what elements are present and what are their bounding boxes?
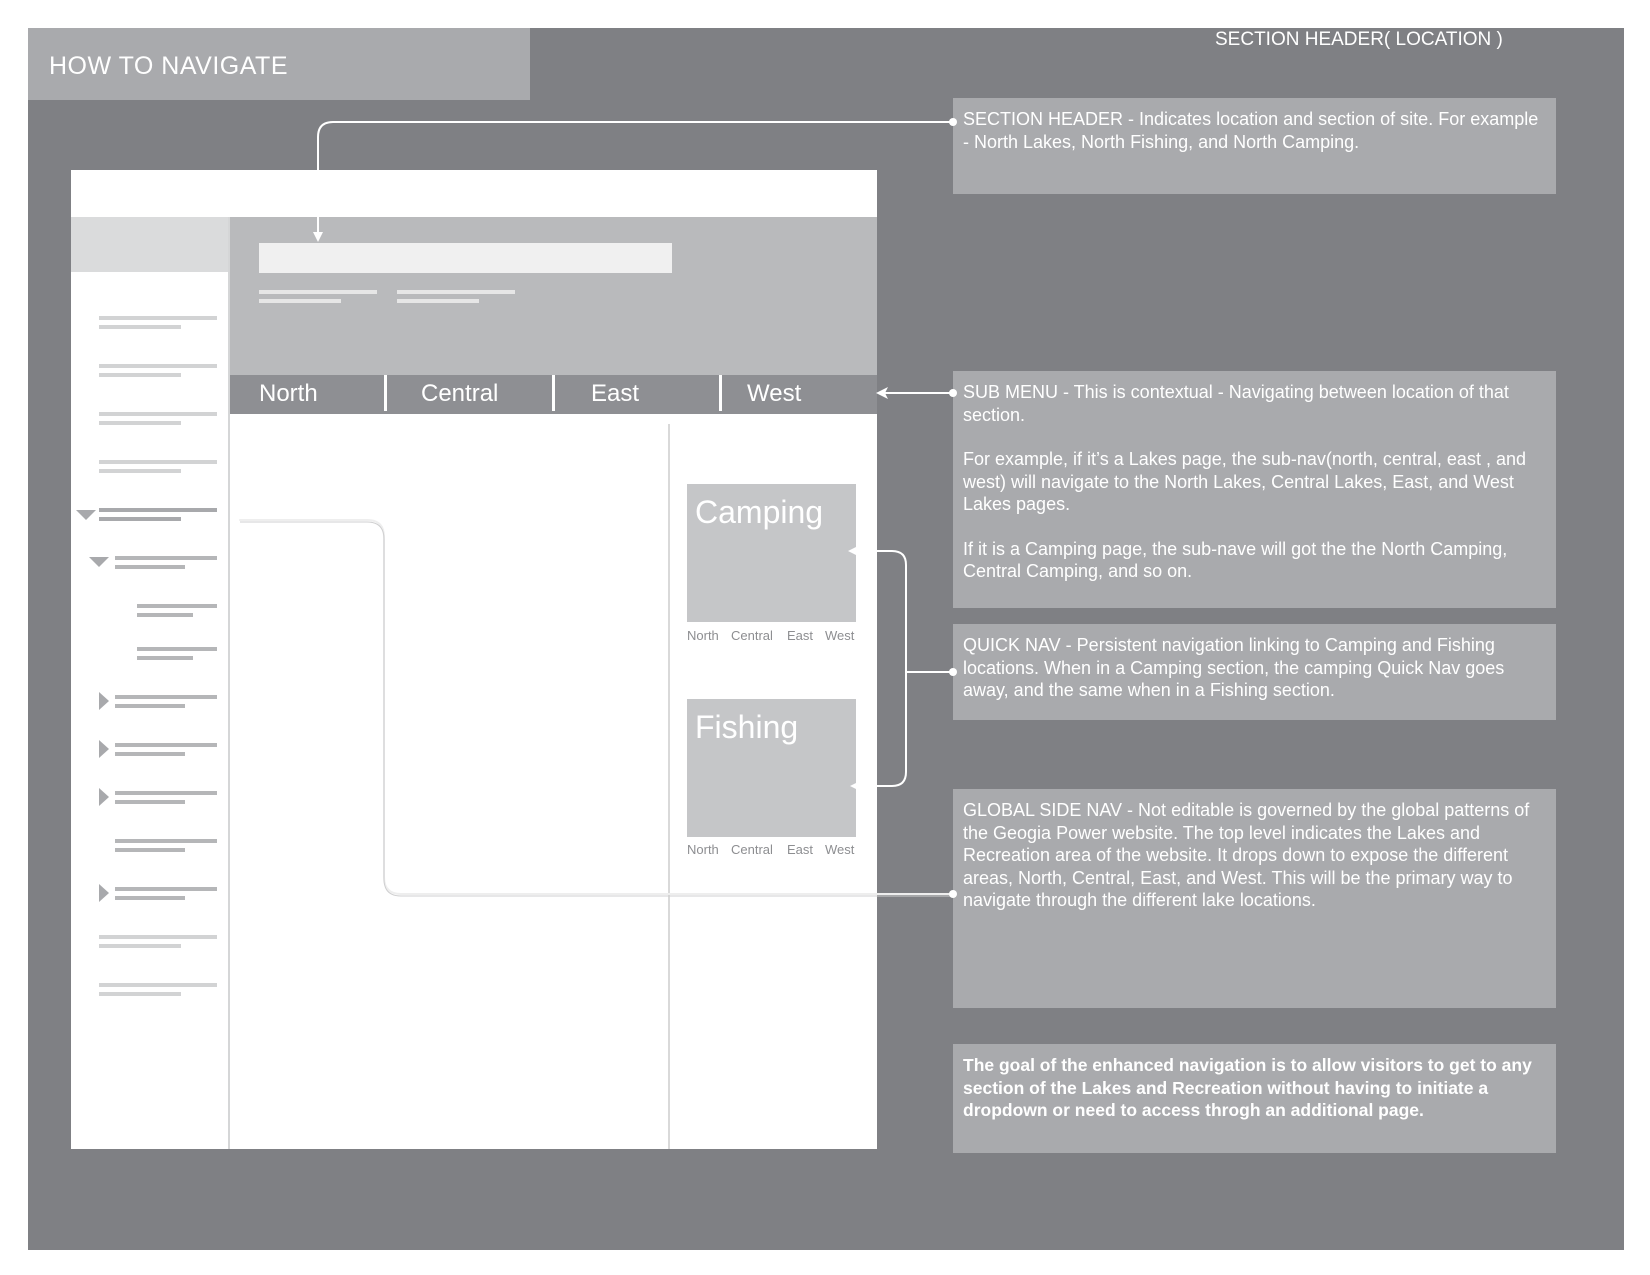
subnav-item-central[interactable]: Central (421, 380, 499, 407)
quick-nav-link-east[interactable]: East (787, 628, 814, 643)
quick-nav-title: Fishing (695, 709, 799, 745)
quick-nav-link-west[interactable]: West (825, 842, 855, 857)
connector-dot (949, 890, 957, 898)
note-text: If it is a Camping page, the sub-nave will got the the North Camping, Central Camping, and so on. (963, 538, 1508, 581)
note-text: GLOBAL SIDE NAV - Not editable is governed by the global patterns of the Geogia Power website. The top level indicates the Lakes and Recreation area of the website. It drops down to expose the different areas, North, Central, East, and West. This will be the primary way to navigate through the different lake locations. (963, 800, 1530, 910)
page-title: HOW TO NAVIGATE (49, 52, 289, 80)
note-text: The goal of the enhanced navigation is to allow visitors to get to any section of the Lakes and Recreation without having to initiate a dropdown or need to access throgh an additional page. (963, 1055, 1532, 1120)
note-text: For example, if it’s a Lakes page, the sub-nav(north, central, east , and west) will navigate to the North Lakes, Central Lakes, East, and West Lakes pages. (963, 449, 1526, 514)
note-text: QUICK NAV - Persistent navigation linking to Camping and Fishing locations. When in a Camping section, the camping Quick Nav goes away, and the same when in a Fishing section. (963, 635, 1505, 700)
quick-nav-link-central[interactable]: Central (731, 628, 773, 643)
note-text: SECTION HEADER - Indicates location and section of site. For example - North Lakes, North Fishing, and North Camping. (963, 109, 1539, 152)
quick-nav-link-north[interactable]: North (687, 628, 719, 643)
top-caption: SECTION HEADER( LOCATION ) (1215, 29, 1503, 50)
quick-nav-connector-upper (850, 551, 906, 672)
note-text: SUB MENU - This is contextual - Navigating between location of that section. (963, 382, 1509, 425)
connector-dot (949, 118, 957, 126)
section-header-connector (318, 122, 953, 240)
connector-dot (949, 668, 957, 676)
global-side-nav-connector (232, 520, 953, 894)
quick-nav-link-west[interactable]: West (825, 628, 855, 643)
quick-nav-title: Camping (695, 494, 824, 530)
connector-dot (949, 389, 957, 397)
subnav-item-west[interactable]: West (747, 380, 802, 407)
quick-nav-link-east[interactable]: East (787, 842, 814, 857)
quick-nav-link-north[interactable]: North (687, 842, 719, 857)
subnav-item-east[interactable]: East (591, 380, 640, 407)
quick-nav-link-central[interactable]: Central (731, 842, 773, 857)
quick-nav-connector-lower (852, 672, 906, 786)
subnav-item-north[interactable]: North (259, 380, 318, 407)
